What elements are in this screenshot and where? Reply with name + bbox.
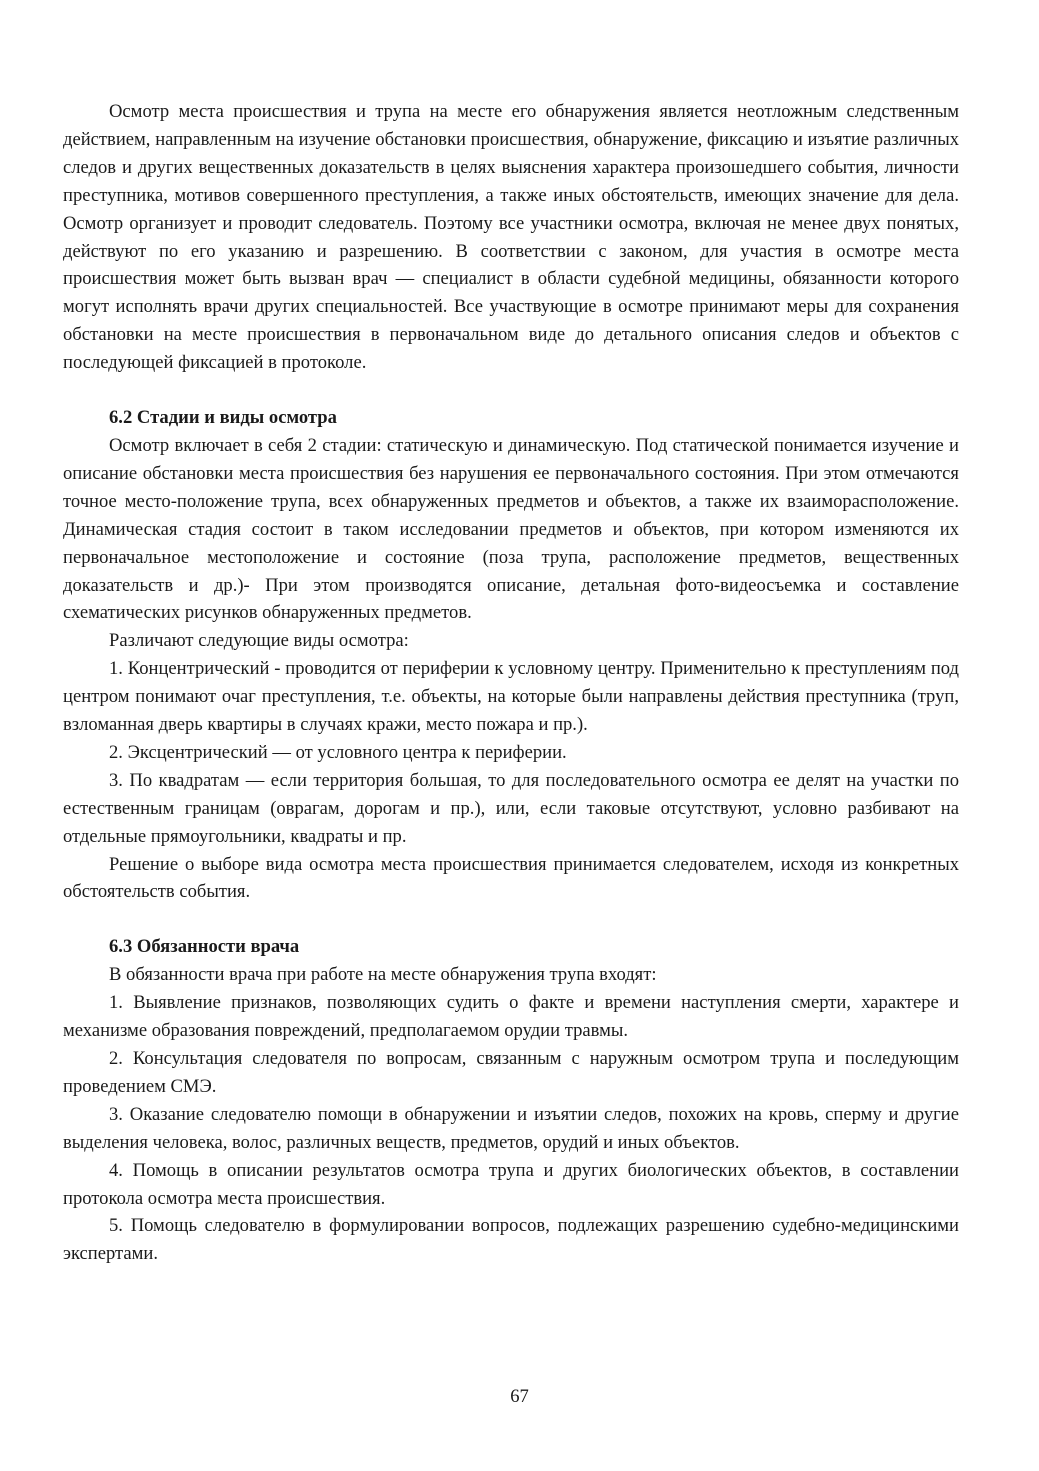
section-gap bbox=[63, 906, 959, 933]
document-page bbox=[63, 98, 959, 1268]
paragraph-duties-intro: В обязанности врача при работе на месте обнаружения трупа входят: bbox=[109, 964, 657, 986]
page-number: 67 bbox=[510, 1386, 529, 1407]
paragraph-decision: Решение о выборе вида осмотра места происшествия принимается следователем, исходя из конкретных обстоятельств события. bbox=[63, 853, 959, 903]
section-heading-duties: 6.3 Обязанности врача bbox=[109, 936, 300, 958]
section-gap bbox=[63, 377, 959, 404]
section-heading-stages: 6.2 Стадии и виды осмотра bbox=[109, 407, 337, 429]
list-item-duty-4: 4. Помощь в описании результатов осмотра трупа и других биологических объектов, в составлении протокола осмотра места происшествия. bbox=[63, 1159, 959, 1209]
list-item-duty-2: 2. Консультация следователя по вопросам, связанным с наружным осмотром трупа и последующим проведением СМЭ. bbox=[63, 1048, 959, 1097]
paragraph-types-intro: Различают следующие виды осмотра: bbox=[109, 630, 409, 652]
list-item-duty-3: 3. Оказание следователю помощи в обнаружении и изъятии следов, похожих на кровь, сперму и другие выделения человека, волос, различных веществ, предметов, орудий и иных объектов. bbox=[63, 1103, 959, 1153]
intro-paragraph: Осмотр места происшествия и трупа на месте его обнаружения является неотложным следственным действием, направленным на изучение обстановки происшествия, обнаружение, фиксацию и изъятие различных следов и других вещественных доказательств в целях выяснения характера произошедшего события, личности преступника, мотивов совершенного преступления, а также иных обстоятельств, имеющих значение для дела. Осмотр организует и проводит следователь. Поэтому все участники осмотра, включая не менее двух понятых, действуют по его указанию и разрешению. В соответствии с законом, для участия в осмотре места происшествия может быть вызван врач — специалист в области судебной медицины, обязанности которого могут исполнять врачи других специальностей. Все участвующие в осмотре принимают меры для сохранения обстановки на месте происшествия в первоначальном виде до детального описания следов и объектов с последующей фиксацией в протоколе. bbox=[63, 101, 959, 374]
paragraph-stages: Осмотр включает в себя 2 стадии: статическую и динамическую. Под статической понимается изучение и описание обстановки места происшествия без нарушения ее первоначального состояния. При этом отмечаются точное место-положение трупа, всех обнаруженных предметов и объектов, а также их взаиморасположение. Динамическая стадия состоит в таком исследовании предметов и объектов, при котором изменяются их первоначальное местоположение и состояние (поза трупа, расположение предметов, вещественных доказательств и др.)- При этом производятся описание, детальная фото-видеосъемка и составление схематических рисунков обнаруженных предметов. bbox=[63, 434, 959, 624]
list-item-eccentric: 2. Эксцентрический — от условного центра к периферии. bbox=[109, 741, 567, 763]
list-item-duty-1: 1. Выявление признаков, позволяющих судить о факте и времени наступления смерти, характере и механизме образования повреждений, предполагаемом орудии травмы. bbox=[63, 992, 959, 1042]
list-item-squares: 3. По квадратам — если территория большая, то для последовательного осмотра ее делят на участки по естественным границам (оврагам, дорогам и пр.), или, если таковые отсутствуют, условно разбивают на отдельные прямоугольники, квадраты и пр. bbox=[63, 769, 959, 847]
list-item-concentric: 1. Концентрический - проводится от периферии к условному центру. Применительно к преступлениям под центром понимают очаг преступления, т.е. объекты, на которые были направлены действия преступника (труп, взломанная дверь квартиры в случаях кражи, место пожара и пр.). bbox=[63, 658, 959, 736]
list-item-duty-5: 5. Помощь следователю в формулировании вопросов, подлежащих разрешению судебно-медицинскими экспертами. bbox=[63, 1215, 959, 1265]
